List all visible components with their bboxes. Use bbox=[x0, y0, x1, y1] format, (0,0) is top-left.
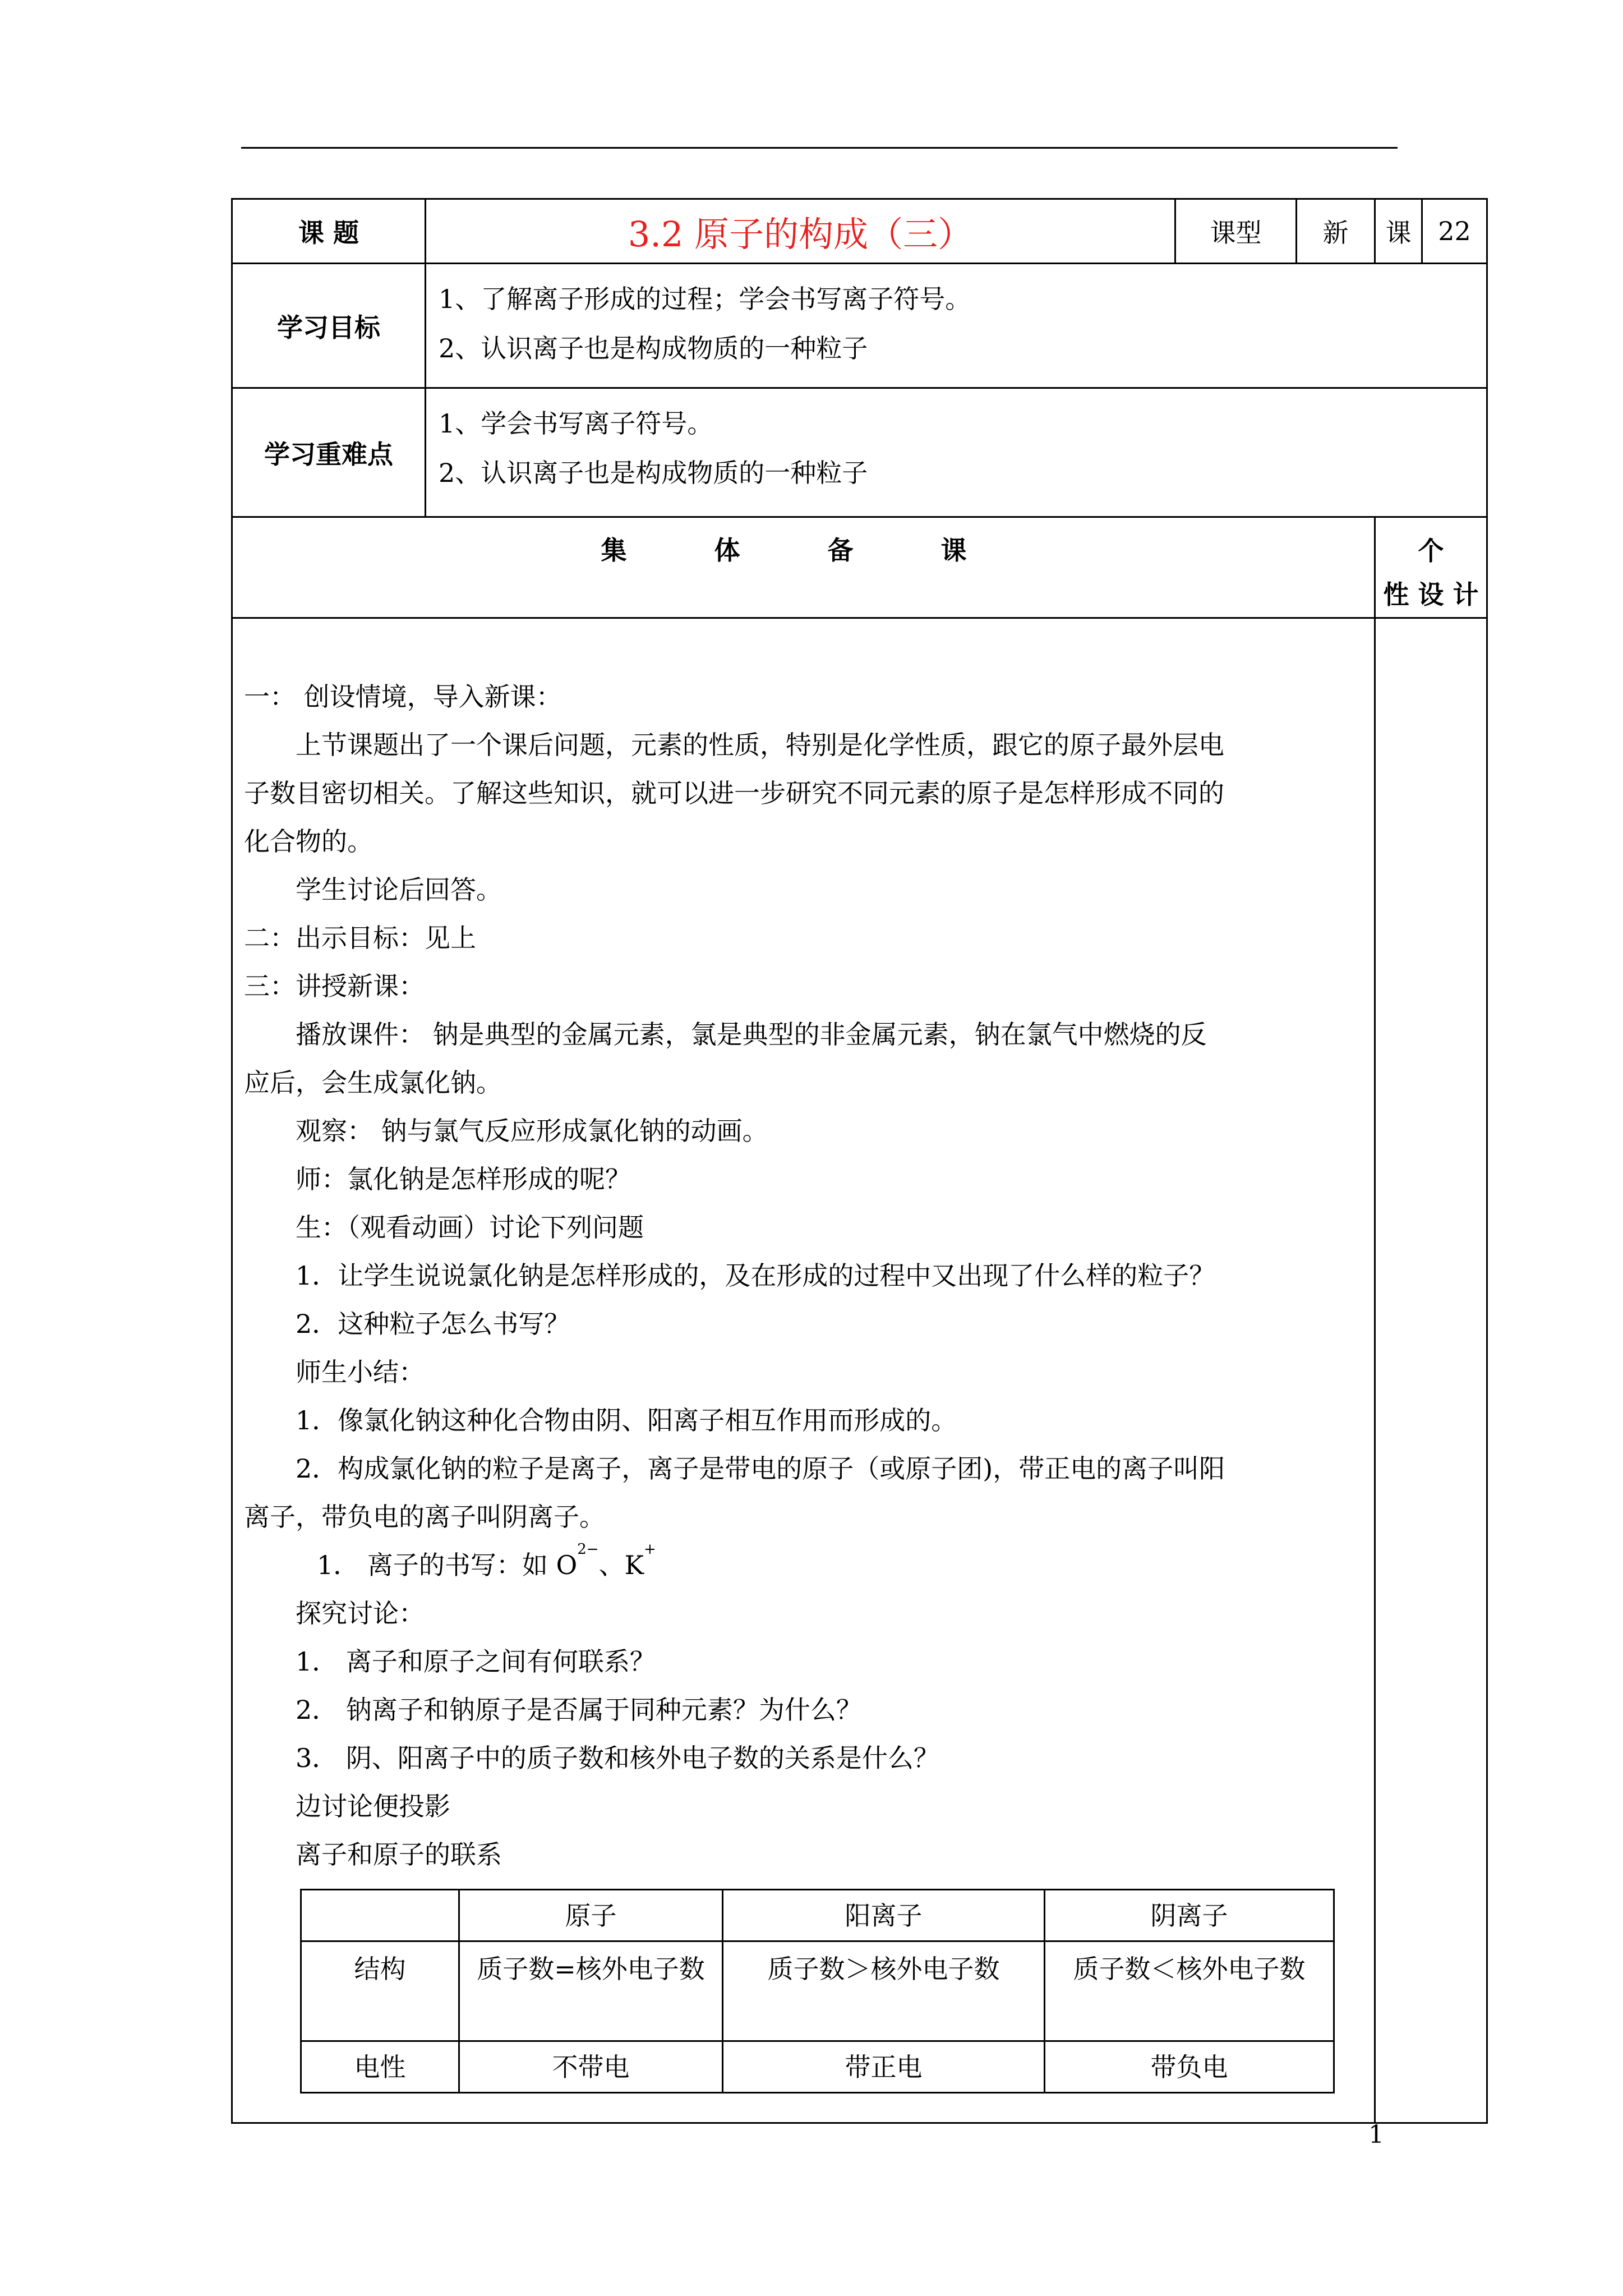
header-rule bbox=[241, 147, 1398, 149]
goals-label: 学习目标 bbox=[232, 264, 426, 388]
content-line: 2． 钠离子和钠原子是否属于同种元素？为什么？ bbox=[296, 1695, 862, 1725]
topic-label: 课 题 bbox=[232, 199, 426, 264]
compare-cell: 质子数=核外电子数 bbox=[459, 1941, 723, 2041]
content-line: 离子和原子的联系 bbox=[296, 1839, 502, 1870]
ion-line-prefix: 1． 离子的书写：如 O bbox=[317, 1550, 578, 1580]
content-line: 离子，带负电的离子叫阴离子。 bbox=[244, 1502, 605, 1532]
content-line: 三：讲授新课： bbox=[244, 971, 425, 1001]
content-line: 1．像氯化钠这种化合物由阴、阳离子相互作用而形成的。 bbox=[296, 1405, 957, 1435]
content-line: 播放课件： 钠是典型的金属元素，氯是典型的非金属元素，钠在氯气中燃烧的反 bbox=[296, 1019, 1207, 1050]
goals-cell bbox=[426, 264, 1487, 388]
key-point-item: 2、认识离子也是构成物质的一种粒子 bbox=[439, 458, 868, 488]
compare-header bbox=[301, 1890, 459, 1941]
collective-prep-heading: 集 体 备 课 bbox=[232, 517, 1375, 618]
compare-cell: 不带电 bbox=[459, 2041, 723, 2093]
personal-design-label-2: 性 设 计 bbox=[1383, 579, 1479, 610]
content-line: 师：氯化钠是怎样形成的呢？ bbox=[296, 1164, 631, 1194]
personal-design-cell bbox=[1375, 618, 1487, 2123]
content-line: 应后，会生成氯化钠。 bbox=[244, 1068, 502, 1098]
compare-cell: 质子数＜核外电子数 bbox=[1045, 1941, 1334, 2041]
personal-design-heading bbox=[1375, 517, 1487, 618]
content-line: 2．构成氯化钠的粒子是离子，离子是带电的原子（或原子团)，带正电的离子叫阳 bbox=[296, 1453, 1225, 1484]
lesson-content bbox=[232, 618, 1375, 2123]
type-value-class: 课 bbox=[1375, 199, 1422, 264]
compare-header: 阳离子 bbox=[723, 1890, 1045, 1941]
oxide-charge: 2− bbox=[577, 1541, 599, 1558]
lesson-plan-table bbox=[231, 198, 1488, 2124]
compare-cell: 结构 bbox=[301, 1941, 459, 2041]
content-line: 师生小结： bbox=[296, 1357, 425, 1387]
content-line: 3． 阴、阳离子中的质子数和核外电子数的关系是什么？ bbox=[296, 1743, 939, 1773]
content-line: 1．让学生说说氯化钠是怎样形成的，及在形成的过程中又出现了什么样的粒子？ bbox=[296, 1260, 1215, 1291]
content-line: 化合物的。 bbox=[244, 826, 373, 857]
compare-cell: 带正电 bbox=[723, 2041, 1045, 2093]
key-point-item: 1、学会书写离子符号。 bbox=[439, 408, 713, 439]
content-line: 1． 离子和原子之间有何联系？ bbox=[296, 1646, 656, 1677]
compare-cell: 电性 bbox=[301, 2041, 459, 2093]
goal-item: 1、了解离子形成的过程；学会书写离子符号。 bbox=[439, 284, 971, 314]
lesson-number: 22 bbox=[1422, 199, 1487, 264]
ion-notation-line bbox=[244, 1541, 1366, 1589]
content-line: 2．这种粒子怎么书写？ bbox=[296, 1309, 570, 1339]
key-points-label: 学习重难点 bbox=[232, 388, 426, 517]
content-line: 子数目密切相关。了解这些知识，就可以进一步研究不同元素的原子是怎样形成不同的 bbox=[244, 778, 1224, 808]
type-value-new: 新 bbox=[1297, 199, 1375, 264]
lesson-title: 3.2 原子的构成（三） bbox=[426, 199, 1175, 264]
potassium-charge: + bbox=[643, 1541, 656, 1558]
content-line: 探究讨论： bbox=[296, 1598, 425, 1628]
content-line: 上节课题出了一个课后问题，元素的性质，特别是化学性质，跟它的原子最外层电 bbox=[296, 730, 1224, 760]
compare-header: 原子 bbox=[459, 1890, 723, 1941]
compare-cell: 质子数＞核外电子数 bbox=[723, 1941, 1045, 2041]
goal-item: 2、认识离子也是构成物质的一种粒子 bbox=[439, 333, 868, 364]
personal-design-label-1: 个 bbox=[1418, 536, 1444, 566]
content-line: 边讨论便投影 bbox=[296, 1791, 450, 1821]
content-line: 生：（观看动画）讨论下列问题 bbox=[296, 1212, 644, 1243]
content-line: 二：出示目标：见上 bbox=[244, 923, 476, 953]
page-number: 1 bbox=[1368, 2120, 1384, 2149]
compare-header: 阴离子 bbox=[1045, 1890, 1334, 1941]
content-line: 一： 创设情境，导入新课： bbox=[244, 682, 562, 712]
key-points-cell bbox=[426, 388, 1487, 517]
type-label: 课型 bbox=[1175, 199, 1297, 264]
content-line: 观察： 钠与氯气反应形成氯化钠的动画。 bbox=[296, 1116, 768, 1146]
compare-cell: 带负电 bbox=[1045, 2041, 1334, 2093]
content-line: 学生讨论后回答。 bbox=[296, 875, 502, 905]
ion-atom-comparison-table bbox=[300, 1889, 1335, 2093]
ion-separator: 、K bbox=[598, 1550, 644, 1580]
